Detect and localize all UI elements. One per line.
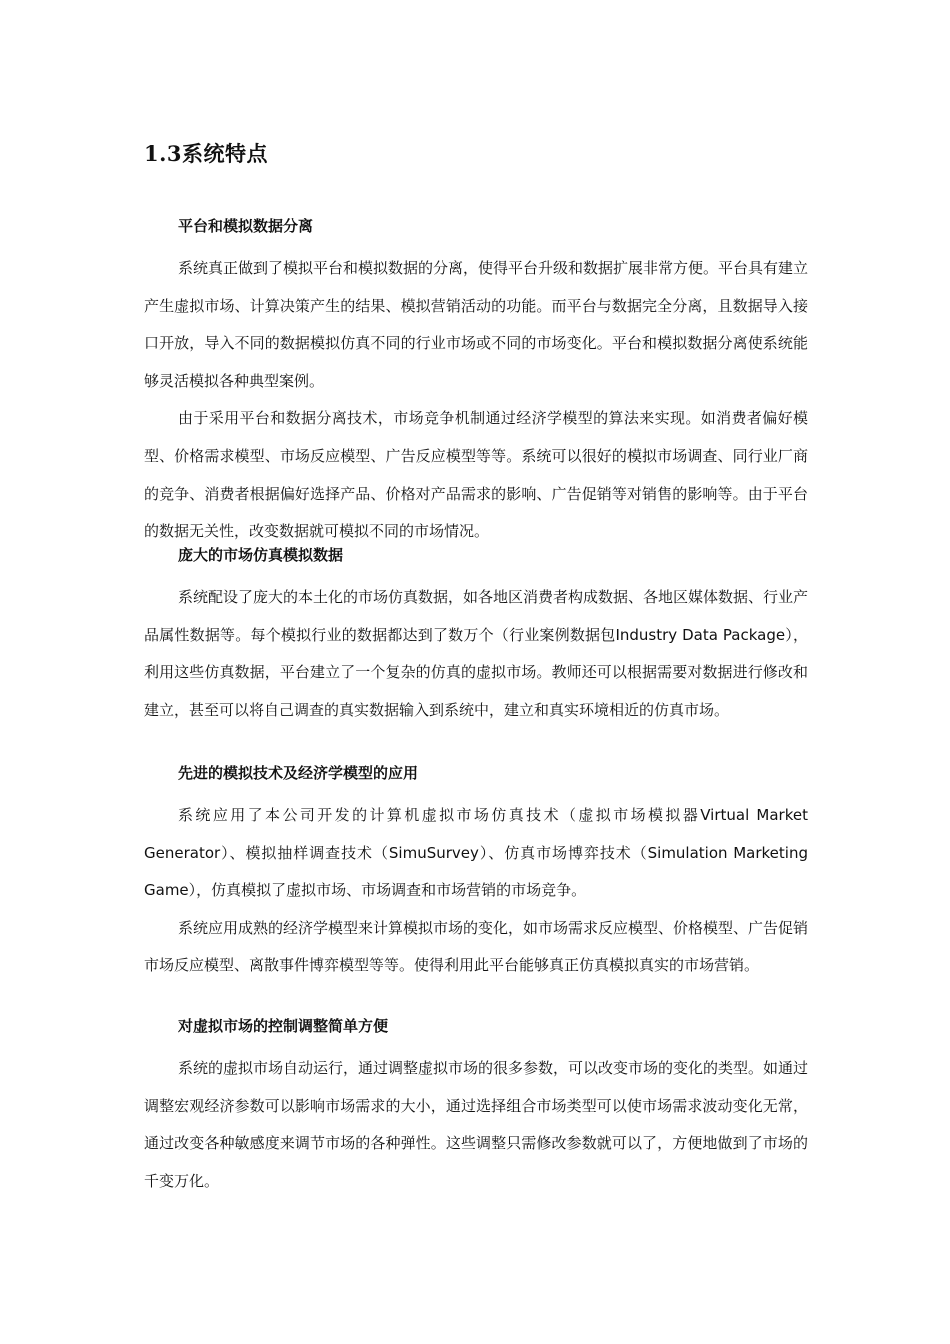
subsection-title: 平台和模拟数据分离 [178, 217, 314, 235]
section-platform-data-separation [144, 216, 808, 551]
paragraph: 系统应用成熟的经济学模型来计算模拟市场的变化，如市场需求反应模型、价格模型、广告促销市场反应模型、离散事件博弈模型等等。使得利用此平台能够真正仿真模拟真实的市场营销。 [144, 918, 809, 975]
paragraph: 系统应用了本公司开发的计算机虚拟市场仿真技术（虚拟市场模拟器Virtual Market Generator）、模拟抽样调查技术（SimuSurvey）、仿真市场博弈技术（Simulation Marketing Game），仿真模拟了虚拟市场、市场调查和市场营销的市场竞争。 [144, 806, 808, 900]
paragraph: 系统的虚拟市场自动运行，通过调整虚拟市场的很多参数，可以改变市场的变化的类型。如通过调整宏观经济参数可以影响市场需求的大小，通过选择组合市场类型可以使市场需求波动变化无常，通过改变各种敏感度来调节市场的各种弹性。这些调整只需修改参数就可以了，方便地做到了市场的千变万化。 [144, 1059, 809, 1190]
paragraph: 系统真正做到了模拟平台和模拟数据的分离，使得平台升级和数据扩展非常方便。平台具有建立产生虚拟市场、计算决策产生的结果、模拟营销活动的功能。而平台与数据完全分离，且数据导入接口开放，导入不同的数据模拟仿真不同的行业市场或不同的市场变化。平台和模拟数据分离使系统能够灵活模拟各种典型案例。 [144, 259, 809, 390]
section-market-control [144, 1016, 808, 1200]
paragraph: 系统配设了庞大的本土化的市场仿真数据，如各地区消费者构成数据、各地区媒体数据、行业产品属性数据等。每个模拟行业的数据都达到了数万个（行业案例数据包Industry Data Package），利用这些仿真数据，平台建立了一个复杂的仿真的虚拟市场。教师还可以根据需要对数据进行修改和建立，甚至可以将自己调查的真实数据输入到系统中，建立和真实环境相近的仿真市场。 [144, 588, 809, 719]
section-heading: 1.3系统特点 [144, 141, 269, 166]
subsection-title: 先进的模拟技术及经济学模型的应用 [178, 764, 419, 782]
section-advanced-simulation-tech [144, 763, 808, 985]
subsection-title: 对虚拟市场的控制调整简单方便 [178, 1017, 389, 1035]
section-market-simulation-data [144, 545, 808, 729]
paragraph: 由于采用平台和数据分离技术，市场竞争机制通过经济学模型的算法来实现。如消费者偏好模型、价格需求模型、市场反应模型、广告反应模型等等。系统可以很好的模拟市场调查、同行业厂商的竞争、消费者根据偏好选择产品、价格对产品需求的影响、广告促销等对销售的影响等。由于平台的数据无关性，改变数据就可模拟不同的市场情况。 [144, 409, 808, 541]
subsection-title: 庞大的市场仿真模拟数据 [178, 546, 344, 564]
